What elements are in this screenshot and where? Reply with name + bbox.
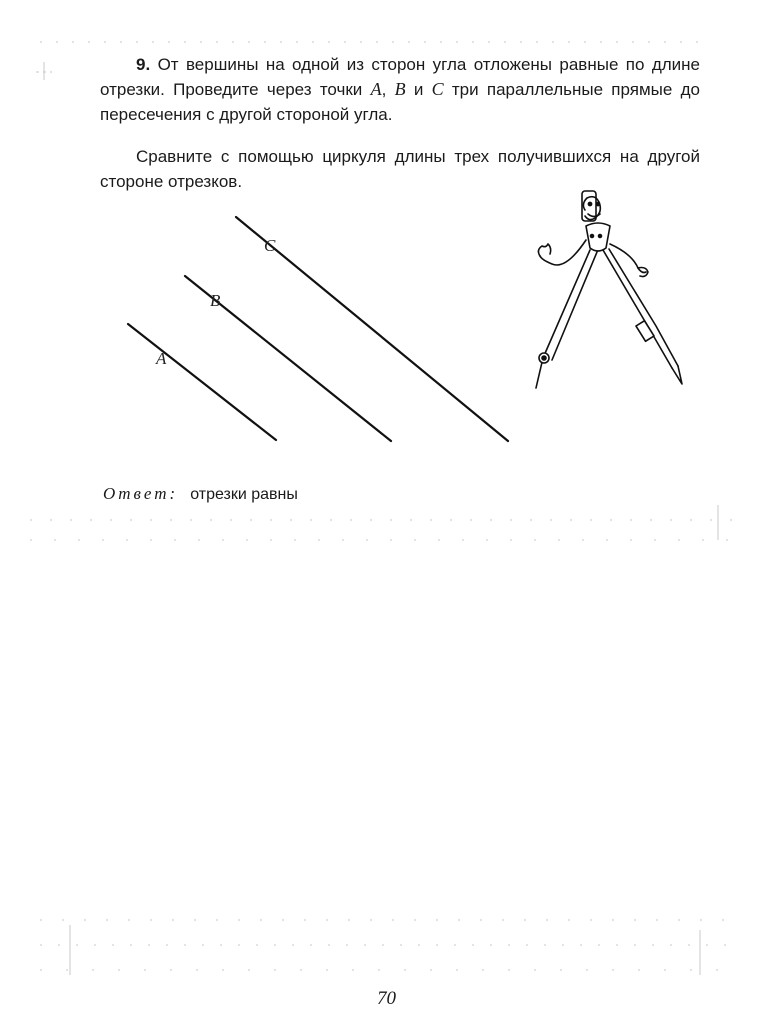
- problem-text-part: три параллельные прямые до пересечения с другой стороной угла.: [100, 80, 700, 124]
- answer-line: [103, 484, 298, 504]
- answer-value: отрезки равны: [190, 486, 298, 503]
- segment-line-a: [128, 324, 276, 440]
- segment-line-c: [236, 217, 508, 441]
- problem-paragraph-2: Сравните с помощью циркуля длины трех получившихся на другой стороне отрезков.: [100, 147, 700, 191]
- point-label-a: A: [156, 349, 167, 368]
- point-label-b: B: [210, 291, 221, 310]
- compass-character-icon: [536, 191, 682, 388]
- separator: и: [405, 80, 432, 99]
- problem-text-part: От вершины на одной из сторон угла отложены равные по длине отрезки. Проведите через точки: [100, 55, 700, 99]
- page-number: 70: [377, 988, 396, 1009]
- answer-label: Ответ:: [103, 484, 179, 503]
- point-a-ref: A: [370, 79, 382, 99]
- separator: ,: [381, 80, 395, 99]
- point-b-ref: B: [394, 79, 406, 99]
- point-c-ref: C: [431, 79, 444, 99]
- point-label-c: C: [264, 236, 276, 255]
- problem-number: 9.: [136, 55, 151, 74]
